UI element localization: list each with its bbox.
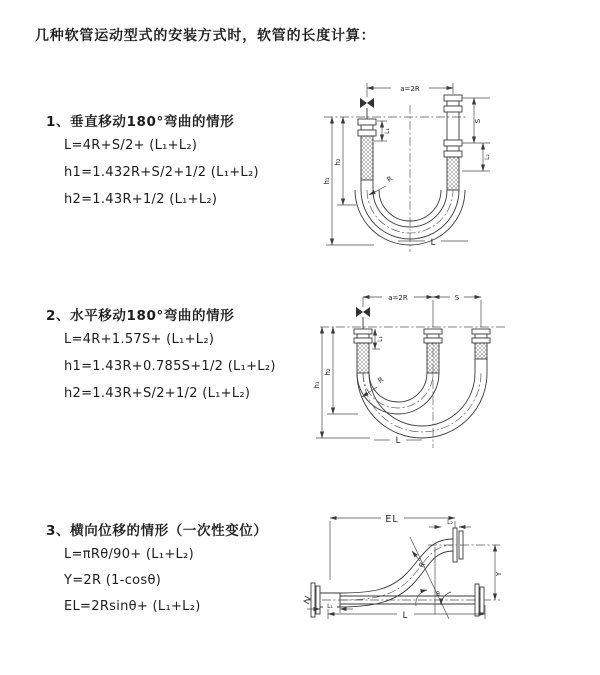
section-2-formula-h2: h2=1.43R+S/2+1/2 (L₁+L₂) (64, 386, 251, 401)
dim-label-l2: L₂ (484, 154, 491, 160)
dim-label-l1: L₁ (384, 128, 391, 134)
section-3-formula-el: EL=2Rsinθ+ (L₁+L₂) (64, 599, 201, 614)
dim-label-el: EL (385, 514, 399, 525)
section-2-formula-h1: h1=1.43R+0.785S+1/2 (L₁+L₂) (64, 359, 276, 374)
dim-label-l1: L₁ (377, 336, 384, 342)
diagram-horizontal-180-bend (313, 292, 505, 448)
flange-right-lower (444, 140, 462, 157)
dim-label-h2: h₂ (324, 368, 332, 376)
section-3-formula-y: Y=2R (1-cosθ) (64, 573, 162, 588)
section-3-heading: 3、横向位移的情形（一次性变位） (46, 523, 268, 539)
flange-right-upper (444, 95, 462, 112)
section-1-heading: 1、垂直移动180°弯曲的情形 (46, 114, 235, 130)
dim-label-r: R (417, 560, 427, 570)
dim-label-h2: h₂ (334, 158, 342, 166)
section-1-formula-h2: h2=1.43R+1/2 (L₁+L₂) (64, 192, 218, 207)
diagram-vertical-180-bend (323, 83, 491, 252)
theta-reference-slant (410, 537, 449, 619)
hose-braid-right (475, 343, 487, 359)
dim-label-span: a=2R (400, 85, 420, 93)
dim-label-y: Y (495, 571, 503, 577)
flange-left (354, 329, 372, 343)
valve-icon (360, 98, 374, 108)
dim-label-h1: h₁ (313, 381, 321, 389)
hose-braid-left (361, 136, 373, 180)
dim-label-h1: h₁ (323, 177, 331, 185)
dim-label-l: L (430, 238, 436, 248)
dim-label-theta: θ (436, 591, 440, 598)
dim-label-s: S (474, 118, 482, 124)
flange-left (358, 119, 376, 136)
page-title: 几种软管运动型式的安装方式时，软管的长度计算： (35, 28, 376, 44)
section-2-formula-l: L=4R+1.57S+ (L₁+L₂) (64, 332, 215, 347)
dim-label-s: S (454, 294, 460, 302)
flange-right (472, 329, 490, 343)
hose-braid-left (357, 343, 369, 373)
dim-label-span: a=2R (388, 294, 408, 302)
section-1-formula-h1: h1=1.432R+S/2+1/2 (L₁+L₂) (64, 165, 259, 180)
dim-label-r: R (376, 375, 386, 386)
dim-label-r: R (385, 174, 395, 185)
flange-middle (424, 329, 442, 343)
dim-label-l: L (402, 611, 408, 621)
section-2-heading: 2、水平移动180°弯曲的情形 (46, 308, 235, 324)
hose-u-bends (357, 373, 487, 438)
dim-label-l1: L₁ (327, 603, 333, 610)
valve-icon (356, 307, 370, 317)
diagram-lateral-displacement (304, 512, 503, 621)
hose-braid-middle (427, 343, 439, 373)
section-1-formula-l: L=4R+S/2+ (L₁+L₂) (64, 138, 198, 153)
flange-left (311, 583, 320, 617)
section-3-formula-l: L=πRθ/90+ (L₁+L₂) (64, 547, 194, 562)
hose-braid-right (447, 157, 459, 190)
dim-label-l: L (395, 436, 401, 446)
dim-label-l2: L₂ (447, 519, 453, 526)
